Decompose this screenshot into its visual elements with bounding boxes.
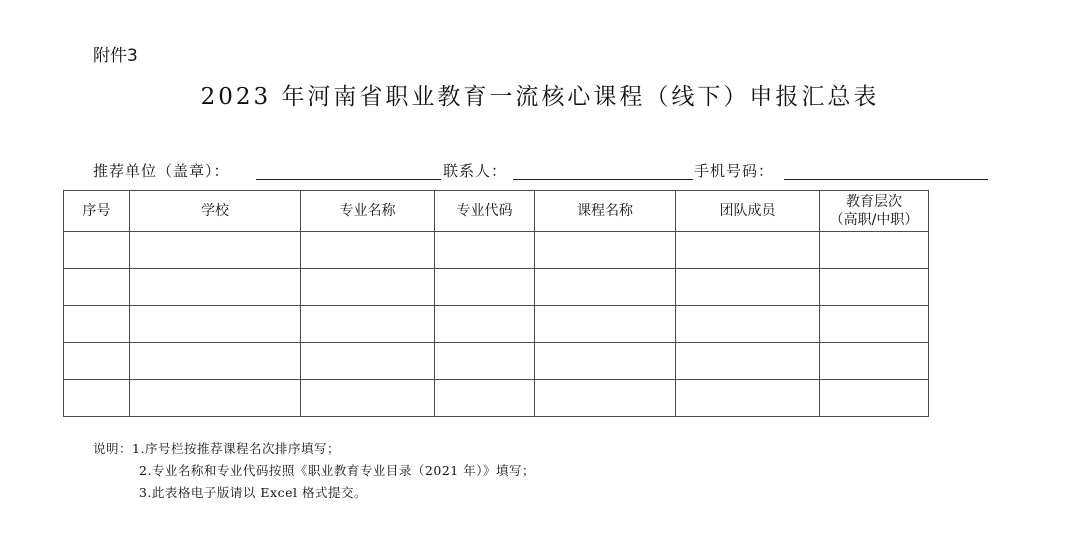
table-cell[interactable]: [820, 232, 929, 269]
contact-person-field-line: [513, 179, 693, 180]
table-cell[interactable]: [130, 380, 301, 417]
header-course-name: 课程名称: [535, 191, 676, 232]
title-text: 2023 年河南省职业教育一流核心课程（线下）申报汇总表: [200, 84, 880, 110]
table-cell[interactable]: [676, 269, 820, 306]
table-cell[interactable]: [130, 269, 301, 306]
notes-prefix: 说明：: [93, 441, 133, 456]
table-cell[interactable]: [820, 269, 929, 306]
header-major-code: 专业代码: [435, 191, 535, 232]
note-item: 2.专业名称和专业代码按照《职业教育专业目录（2021 年）》填写；: [139, 463, 535, 478]
table-cell[interactable]: [301, 343, 435, 380]
summary-table: [63, 190, 929, 417]
table-cell[interactable]: [435, 306, 535, 343]
header-serial-number: 序号: [64, 191, 130, 232]
table-cell[interactable]: [535, 269, 676, 306]
table-row: [64, 232, 929, 269]
table-cell[interactable]: [64, 380, 130, 417]
note-line-1: [93, 438, 535, 460]
table-cell[interactable]: [535, 232, 676, 269]
education-level-line2: （高职/中职）: [829, 212, 919, 228]
table-cell[interactable]: [435, 343, 535, 380]
table-cell[interactable]: [820, 343, 929, 380]
note-line-2: [93, 460, 535, 482]
table-cell[interactable]: [676, 232, 820, 269]
table-cell[interactable]: [64, 232, 130, 269]
table-cell[interactable]: [64, 269, 130, 306]
contact-person-label: 联系人：: [443, 162, 508, 180]
table-cell[interactable]: [130, 232, 301, 269]
table-row: [64, 269, 929, 306]
phone-number-label: 手机号码：: [694, 162, 775, 180]
table-cell[interactable]: [130, 306, 301, 343]
table-cell[interactable]: [676, 343, 820, 380]
table-row: [64, 343, 929, 380]
table-cell[interactable]: [435, 269, 535, 306]
header-team-members: 团队成员: [676, 191, 820, 232]
header-major-name: 专业名称: [301, 191, 435, 232]
table-cell[interactable]: [64, 343, 130, 380]
table-cell[interactable]: [301, 232, 435, 269]
note-item: 3.此表格电子版请以 Excel 格式提交。: [139, 485, 367, 500]
recommending-unit-field-line: [256, 179, 441, 180]
phone-number-field-line: [784, 179, 988, 180]
table-cell[interactable]: [820, 380, 929, 417]
table-cell[interactable]: [820, 306, 929, 343]
note-line-3: [93, 482, 535, 504]
table-cell[interactable]: [535, 343, 676, 380]
table-cell[interactable]: [301, 380, 435, 417]
table-header-row: [64, 191, 929, 232]
recommending-unit-label: 推荐单位（盖章）：: [93, 162, 230, 180]
table-cell[interactable]: [676, 380, 820, 417]
education-level-line1: 教育层次: [846, 194, 902, 210]
document-title: [0, 78, 1080, 111]
table-cell[interactable]: [676, 306, 820, 343]
attachment-label: 附件3: [93, 46, 138, 66]
table-cell[interactable]: [301, 306, 435, 343]
notes-section: [93, 438, 535, 504]
table-cell[interactable]: [535, 380, 676, 417]
header-education-level: [820, 191, 929, 232]
info-row: [93, 160, 993, 182]
table-row: [64, 380, 929, 417]
table-cell[interactable]: [130, 343, 301, 380]
header-school: 学校: [130, 191, 301, 232]
table-cell[interactable]: [435, 232, 535, 269]
table-row: [64, 306, 929, 343]
table-cell[interactable]: [435, 380, 535, 417]
table-cell[interactable]: [301, 269, 435, 306]
table-cell[interactable]: [535, 306, 676, 343]
note-item: 1.序号栏按推荐课程名次排序填写；: [132, 441, 340, 456]
table-cell[interactable]: [64, 306, 130, 343]
